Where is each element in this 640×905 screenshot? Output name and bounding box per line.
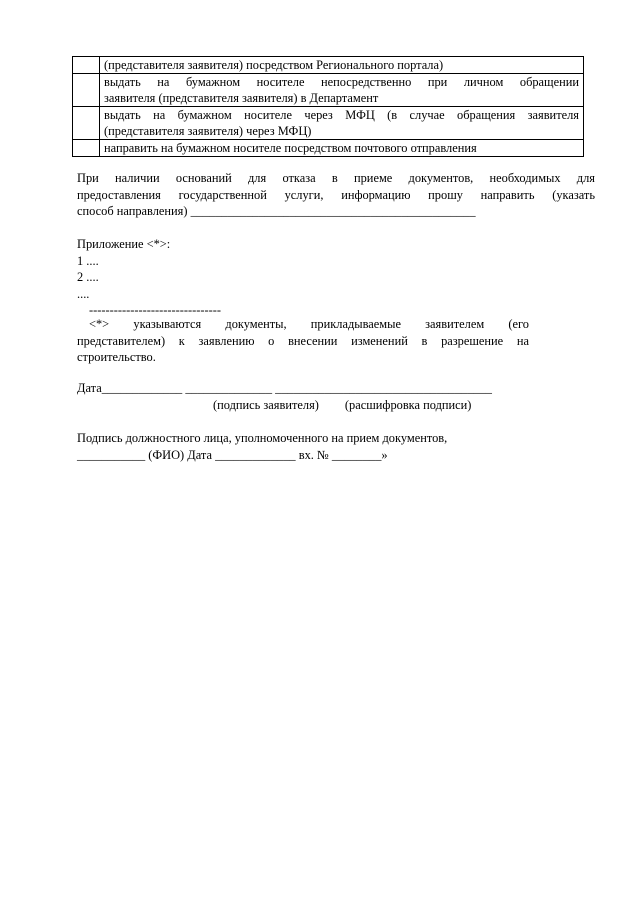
table-row xyxy=(73,107,584,140)
footnote xyxy=(77,316,529,366)
attachment-item: 2 .... xyxy=(77,270,99,284)
footnote-line: представителем) к заявлению о внесении изменений в разрешение на xyxy=(77,333,529,348)
official-line: ___________ (ФИО) Дата _____________ вх. № ________» xyxy=(77,447,388,462)
official-line: Подпись должностного лица, уполномоченного на прием документов, xyxy=(77,431,448,445)
footnote-separator: -------------------------------- xyxy=(89,303,222,317)
option-text xyxy=(100,57,584,74)
delivery-options-table xyxy=(72,56,584,157)
signature-captions xyxy=(77,397,595,414)
option-line: направить на бумажном носителе посредством почтового отправления xyxy=(104,141,477,155)
option-line: выдать на бумажном носителе через МФЦ (в случае обращения заявителя xyxy=(104,108,579,122)
checkbox-cell[interactable] xyxy=(73,57,100,74)
refusal-line: способ направления) ______________________________________________ xyxy=(77,204,476,218)
refusal-line: При наличии оснований для отказа в приеме документов, необходимых для xyxy=(77,171,595,185)
checkbox-cell[interactable] xyxy=(73,74,100,107)
option-text xyxy=(100,107,584,140)
table-row xyxy=(73,74,584,107)
option-line: (представителя заявителя) через МФЦ) xyxy=(104,124,312,138)
attachment-item: 1 .... xyxy=(77,253,99,268)
option-line: (представителя заявителя) посредством Регионального портала) xyxy=(104,58,444,72)
checkbox-cell[interactable] xyxy=(73,107,100,140)
date-signature-line: Дата_____________ ______________ ___________________________________ xyxy=(77,381,493,395)
attachment-item: .... xyxy=(77,286,90,301)
option-line: заявителя (представителя заявителя) в Департамент xyxy=(104,91,379,105)
official-section xyxy=(77,430,595,463)
refusal-paragraph xyxy=(77,170,595,220)
checkbox-cell[interactable] xyxy=(73,140,100,157)
caption-decoding: (расшифровка подписи) xyxy=(344,397,472,412)
refusal-line: предоставления государственной услуги, информацию прошу направить (указать xyxy=(77,187,595,202)
table-row xyxy=(73,140,584,157)
option-line: выдать на бумажном носителе непосредственно при личном обращении xyxy=(104,75,579,89)
caption-signature: (подпись заявителя) xyxy=(213,397,319,412)
attachments-section xyxy=(77,236,595,319)
option-text xyxy=(100,140,584,157)
footnote-line: строительство. xyxy=(77,350,156,364)
option-text xyxy=(100,74,584,107)
attachments-title: Приложение <*>: xyxy=(77,237,171,251)
footnote-line: <*> указываются документы, прикладываемые заявителем (его xyxy=(89,317,529,331)
signature-section xyxy=(77,380,595,413)
table-row xyxy=(73,57,584,74)
